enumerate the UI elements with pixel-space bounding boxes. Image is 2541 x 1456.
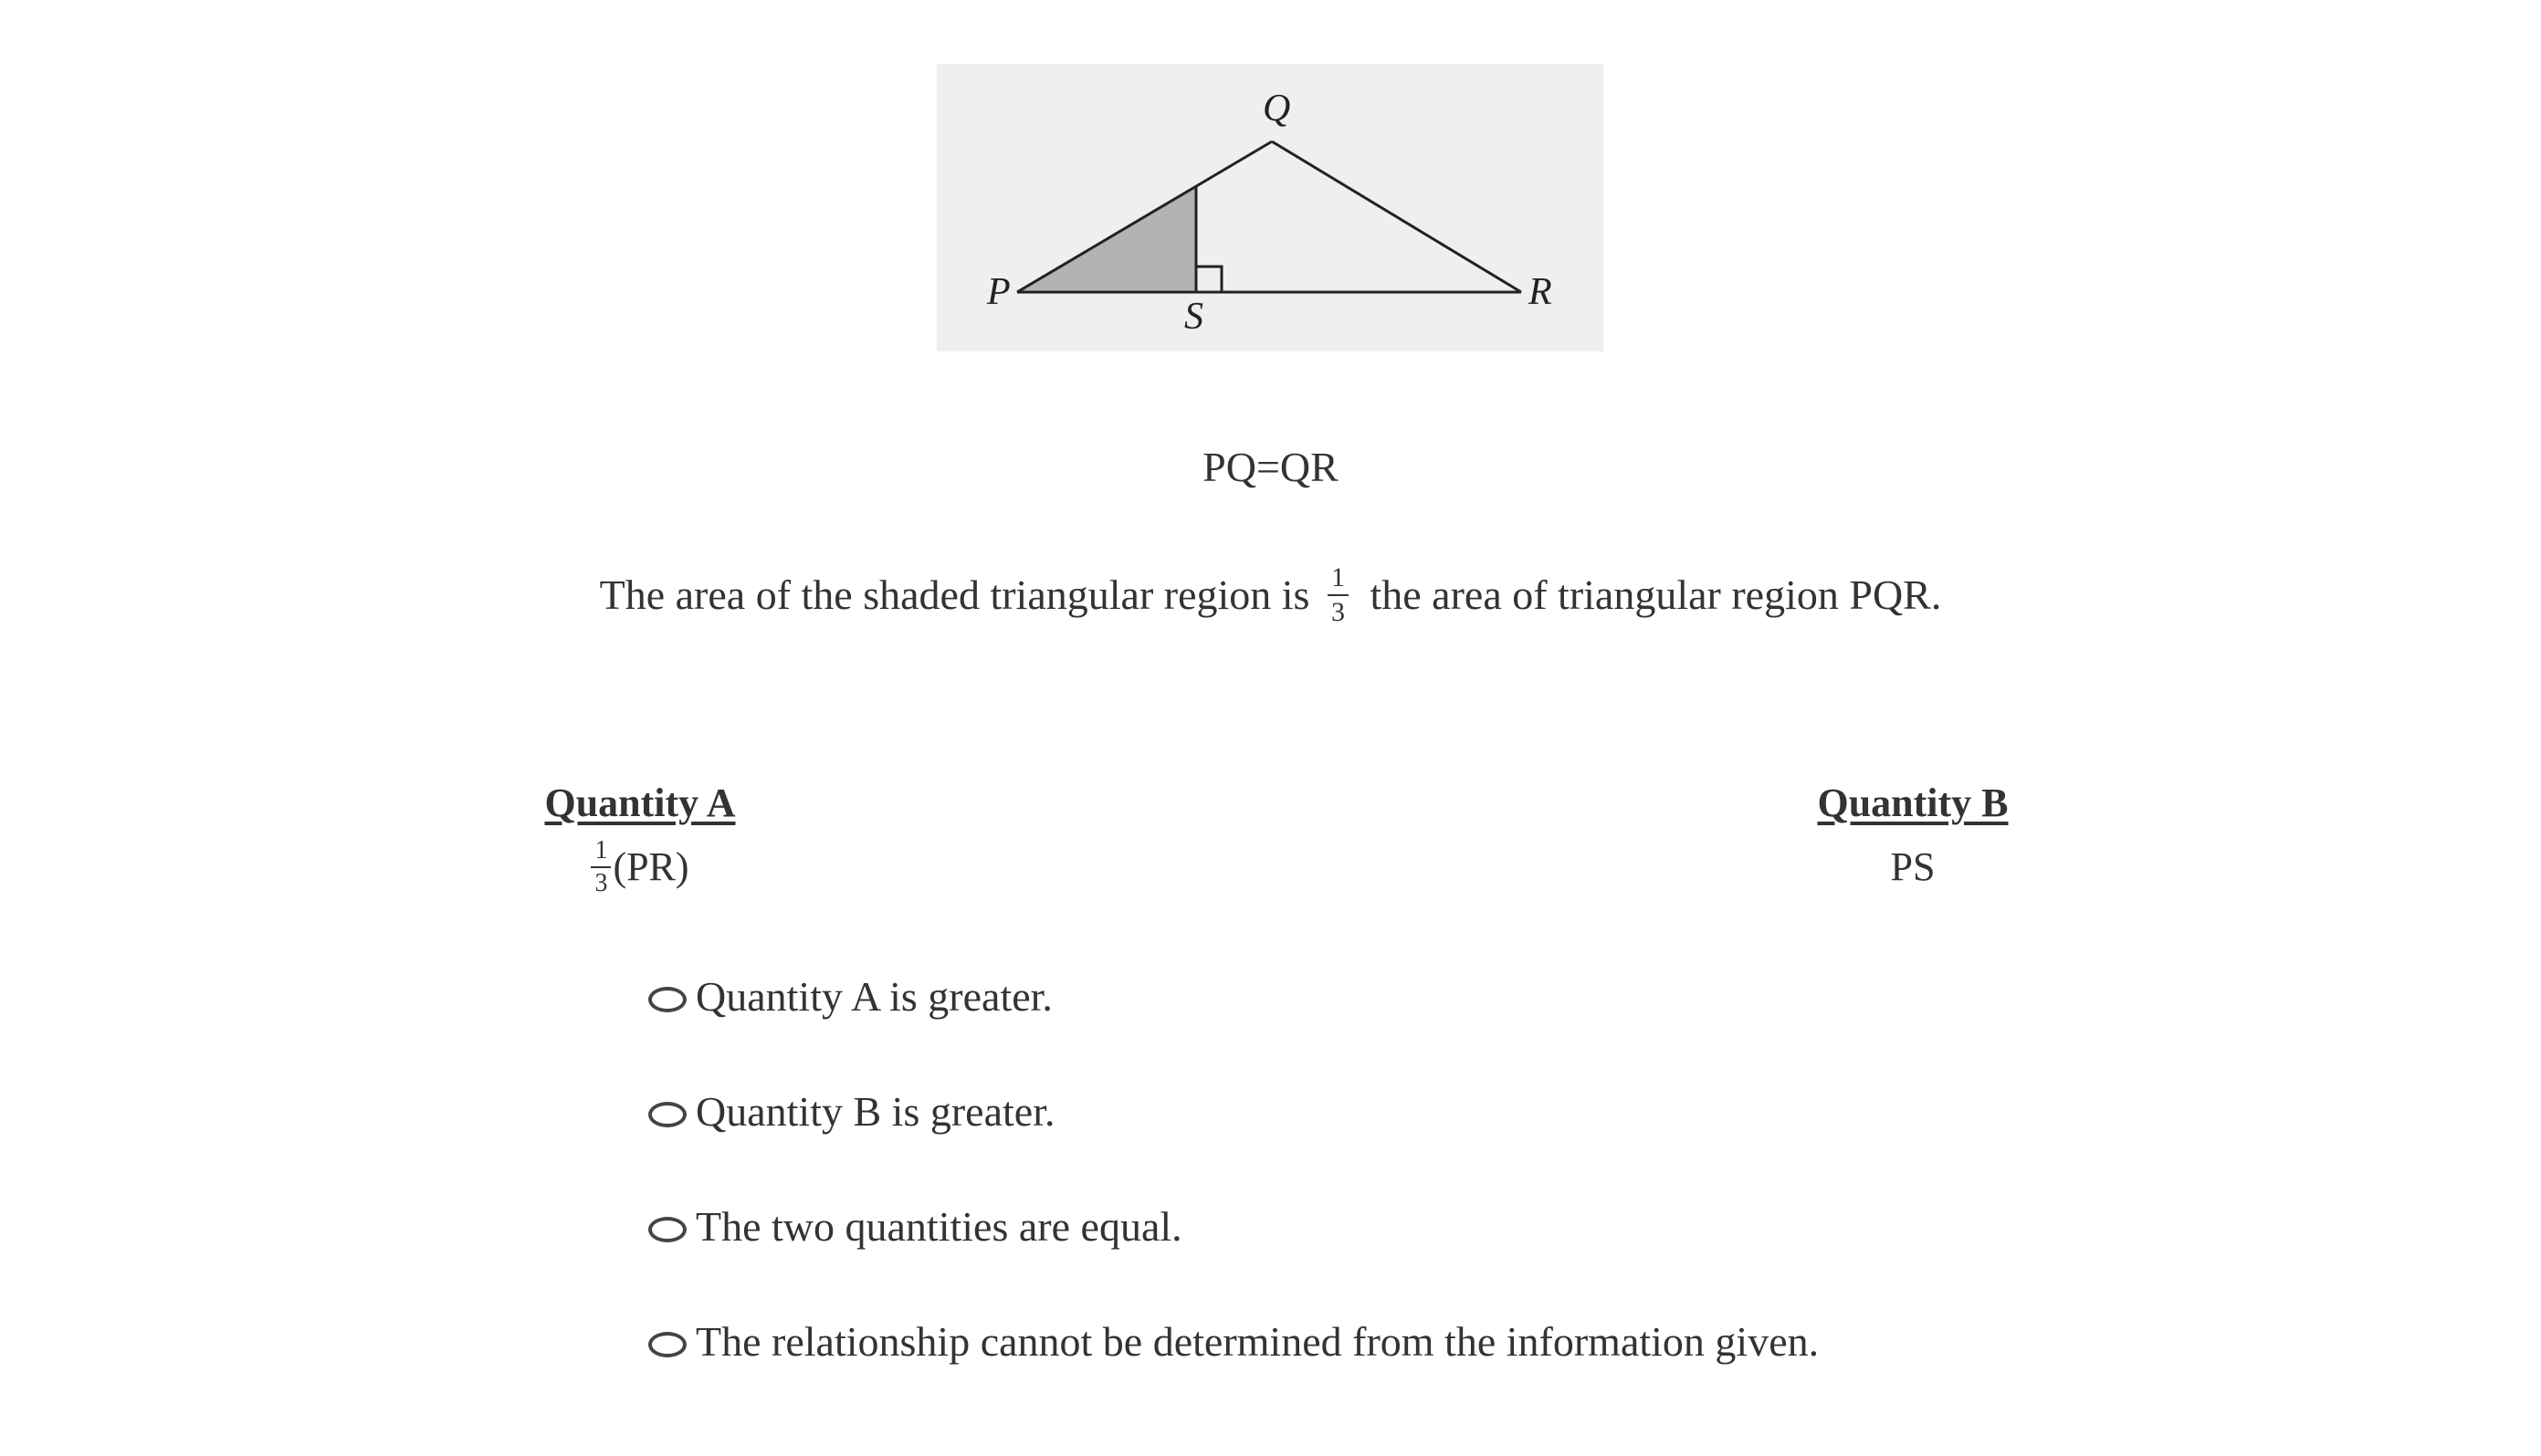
fraction-numerator: 1 bbox=[1328, 564, 1349, 596]
choice-label: The relationship cannot be determined from the information given. bbox=[696, 1318, 1820, 1365]
label-s: S bbox=[1184, 296, 1203, 338]
statement-before: The area of the shaded triangular region is bbox=[599, 571, 1310, 618]
choice-cannot-determine[interactable] bbox=[648, 1315, 1819, 1369]
triangle-diagram bbox=[937, 64, 1603, 351]
choice-label: The two quantities are equal. bbox=[696, 1203, 1182, 1250]
right-angle-mark bbox=[1196, 267, 1222, 292]
radio-button[interactable] bbox=[648, 987, 687, 1012]
statement-fraction bbox=[1328, 564, 1349, 626]
radio-button[interactable] bbox=[648, 1102, 687, 1127]
quantity-b-value: PS bbox=[1890, 844, 1936, 889]
triangle-figure bbox=[937, 64, 1603, 351]
statement-after: the area of triangular region PQR. bbox=[1370, 571, 1942, 618]
fraction-denominator: 3 bbox=[1330, 597, 1345, 628]
quantity-a-column bbox=[535, 776, 745, 900]
side-qr bbox=[1272, 141, 1521, 292]
label-p: P bbox=[987, 271, 1011, 313]
quantity-a-expression: (PR) bbox=[613, 844, 689, 889]
fraction-numerator: 1 bbox=[591, 838, 611, 868]
label-q: Q bbox=[1263, 88, 1291, 130]
quantity-a-fraction bbox=[591, 835, 611, 897]
quantity-b-heading: Quantity B bbox=[1817, 780, 2009, 825]
radio-button[interactable] bbox=[648, 1217, 687, 1242]
given-condition: PQ=QR bbox=[1202, 444, 1339, 490]
choice-b-greater[interactable] bbox=[648, 1084, 1819, 1139]
problem-statement bbox=[0, 562, 2541, 630]
quantity-a-heading: Quantity A bbox=[544, 780, 736, 825]
choice-equal[interactable] bbox=[648, 1199, 1819, 1254]
choice-label: Quantity A is greater. bbox=[696, 973, 1053, 1020]
radio-button[interactable] bbox=[648, 1332, 687, 1357]
answer-choices bbox=[648, 969, 1819, 1430]
fraction-denominator: 3 bbox=[594, 868, 608, 897]
quantity-a-value bbox=[535, 835, 745, 900]
choice-a-greater[interactable] bbox=[648, 969, 1819, 1024]
label-r: R bbox=[1528, 271, 1552, 313]
choice-label: Quantity B is greater. bbox=[696, 1088, 1055, 1135]
quantity-b-column bbox=[1803, 776, 2022, 895]
